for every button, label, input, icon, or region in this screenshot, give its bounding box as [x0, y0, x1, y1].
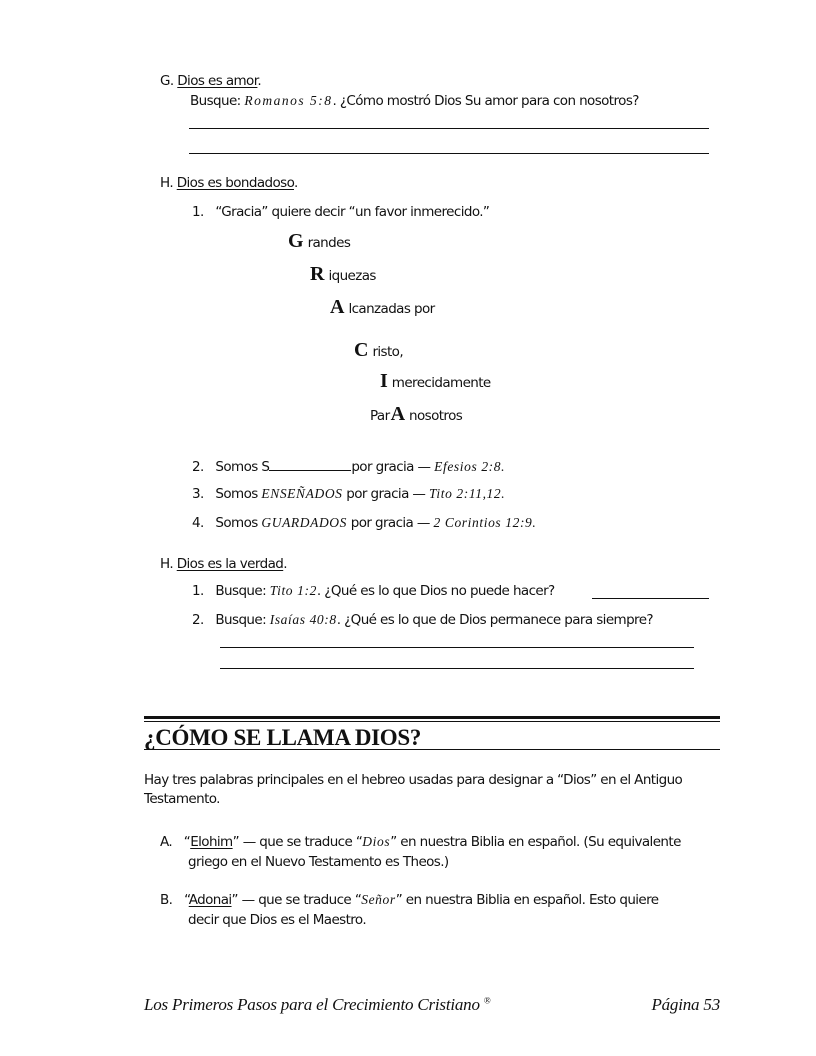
section-h1-letter: H. — [160, 175, 174, 191]
heading-title: ¿CÓMO SE LLAMA DIOS? — [144, 725, 422, 750]
question-text: . ¿Cómo mostró Dios Su amor para con nosotros? — [332, 93, 639, 109]
item-number: 1. — [192, 204, 204, 220]
item-text: Somos — [215, 486, 258, 502]
list-item — [192, 583, 555, 599]
item-text: por gracia — — [346, 486, 426, 502]
list-item — [192, 612, 653, 628]
scripture-ref: 2 Corintios 12:9. — [433, 515, 537, 530]
intro-line: Testamento. — [144, 791, 220, 807]
list-item — [192, 458, 505, 475]
heading-top-rule-thin — [144, 721, 720, 722]
quote-mark: “ — [183, 834, 191, 850]
item-number: 2. — [192, 612, 204, 628]
registered-mark: ® — [483, 995, 491, 1006]
item-text: ” — que se traduce “ — [231, 892, 362, 908]
acrostic-letter: A — [390, 403, 406, 425]
heading-underline — [144, 749, 720, 750]
acrostic-letter: G — [288, 230, 304, 252]
heading-top-rule — [144, 716, 720, 719]
acrostic-rest: lcanzadas por — [348, 301, 435, 317]
answer-line — [220, 668, 694, 669]
scripture-ref: Tito 1:2 — [269, 583, 317, 598]
acrostic-prefix: Par — [370, 408, 390, 424]
item-text: por gracia — — [351, 459, 431, 475]
list-item-a — [160, 832, 681, 872]
answer-line — [189, 128, 709, 129]
question-text: . ¿Qué es lo que de Dios permanece para siempre? — [336, 612, 653, 628]
acrostic-rest: iquezas — [328, 268, 376, 284]
acrostic-rest: nosotros — [409, 408, 463, 424]
section-g-punct: . — [257, 73, 262, 89]
page-number — [651, 995, 720, 1015]
list-item — [192, 515, 536, 531]
section-h1-punct: . — [294, 175, 298, 191]
section-h2-letter: H. — [160, 556, 174, 572]
section-h1-title: Dios es bondadoso — [176, 175, 294, 191]
item-text: “Gracia” quiere decir “un favor inmerecido.” — [215, 204, 490, 220]
scripture-ref: Tito 2:11,12. — [429, 486, 506, 501]
book-title: Los Primeros Pasos para el Crecimiento Cristiano — [144, 995, 480, 1014]
item-text: por gracia — — [350, 515, 430, 531]
translation-word: Señor — [361, 892, 396, 907]
scripture-ref: Efesios 2:8. — [434, 459, 506, 474]
intro-line: Hay tres palabras principales en el hebreo usadas para designar a “Dios” en el Antiguo — [144, 772, 683, 788]
list-item — [192, 486, 505, 502]
section-h2-heading — [160, 556, 287, 572]
acrostic-line — [288, 230, 350, 253]
item-text: ” — que se traduce “ — [232, 834, 363, 850]
acrostic-rest: merecidamente — [391, 375, 491, 391]
emphasis-word: ENSEÑADOS — [261, 486, 343, 501]
acrostic-letter: C — [354, 339, 369, 361]
section-h2-title: Dios es la verdad — [176, 556, 284, 572]
section-h1-heading — [160, 175, 298, 191]
item-text: ” en nuestra Biblia en español. Esto quiere — [395, 892, 659, 908]
item-letter: A. — [160, 834, 173, 850]
item-number: 4. — [192, 515, 204, 531]
item-number: 3. — [192, 486, 204, 502]
acrostic-rest: randes — [307, 235, 351, 251]
section-g-instruction — [190, 93, 639, 109]
hebrew-word: Adonai — [188, 892, 232, 908]
acrostic-rest: risto, — [372, 344, 404, 360]
item-text: Somos — [215, 515, 258, 531]
acrostic-line — [380, 370, 491, 393]
quote-mark: “ — [184, 892, 189, 908]
section-h2-punct: . — [283, 556, 287, 572]
answer-line — [189, 153, 709, 154]
acrostic-letter: R — [310, 263, 325, 285]
hebrew-word: Elohim — [190, 834, 233, 850]
item-text: Somos S — [215, 459, 270, 475]
busque-label: Busque: — [215, 583, 267, 599]
acrostic-letter: A — [330, 296, 345, 318]
section-g-letter: G. — [160, 73, 174, 89]
list-item — [192, 204, 489, 220]
item-text-line2: griego en el Nuevo Testamento es Theos.) — [188, 854, 449, 870]
item-number: 2. — [192, 459, 204, 475]
question-text: . ¿Qué es lo que Dios no puede hacer? — [316, 583, 555, 599]
acrostic-line — [310, 263, 376, 286]
section-g-title: Dios es amor — [177, 73, 258, 89]
item-letter: B. — [160, 892, 173, 908]
item-number: 1. — [192, 583, 204, 599]
scripture-ref: Romanos 5:8 — [244, 93, 333, 108]
list-item-b — [160, 890, 659, 930]
acrostic-line — [330, 296, 435, 319]
scripture-ref: Isaías 40:8 — [269, 612, 337, 627]
fill-blank — [269, 458, 351, 471]
translation-word: Dios — [362, 834, 391, 849]
intro-paragraph — [144, 771, 682, 809]
answer-line — [592, 598, 709, 599]
item-text-line2: decir que Dios es el Maestro. — [188, 912, 367, 928]
footer-left — [144, 995, 490, 1015]
busque-label: Busque: — [215, 612, 267, 628]
acrostic-line — [370, 403, 462, 426]
emphasis-word: GUARDADOS — [261, 515, 348, 530]
item-text: ” en nuestra Biblia en español. (Su equivalente — [390, 834, 681, 850]
section-g-heading — [160, 73, 261, 89]
page-number-text: Página 53 — [651, 995, 720, 1014]
answer-line — [220, 647, 694, 648]
acrostic-line — [354, 339, 403, 362]
busque-label: Busque: — [190, 93, 241, 109]
section-heading — [144, 725, 421, 751]
acrostic-letter: I — [380, 370, 388, 392]
